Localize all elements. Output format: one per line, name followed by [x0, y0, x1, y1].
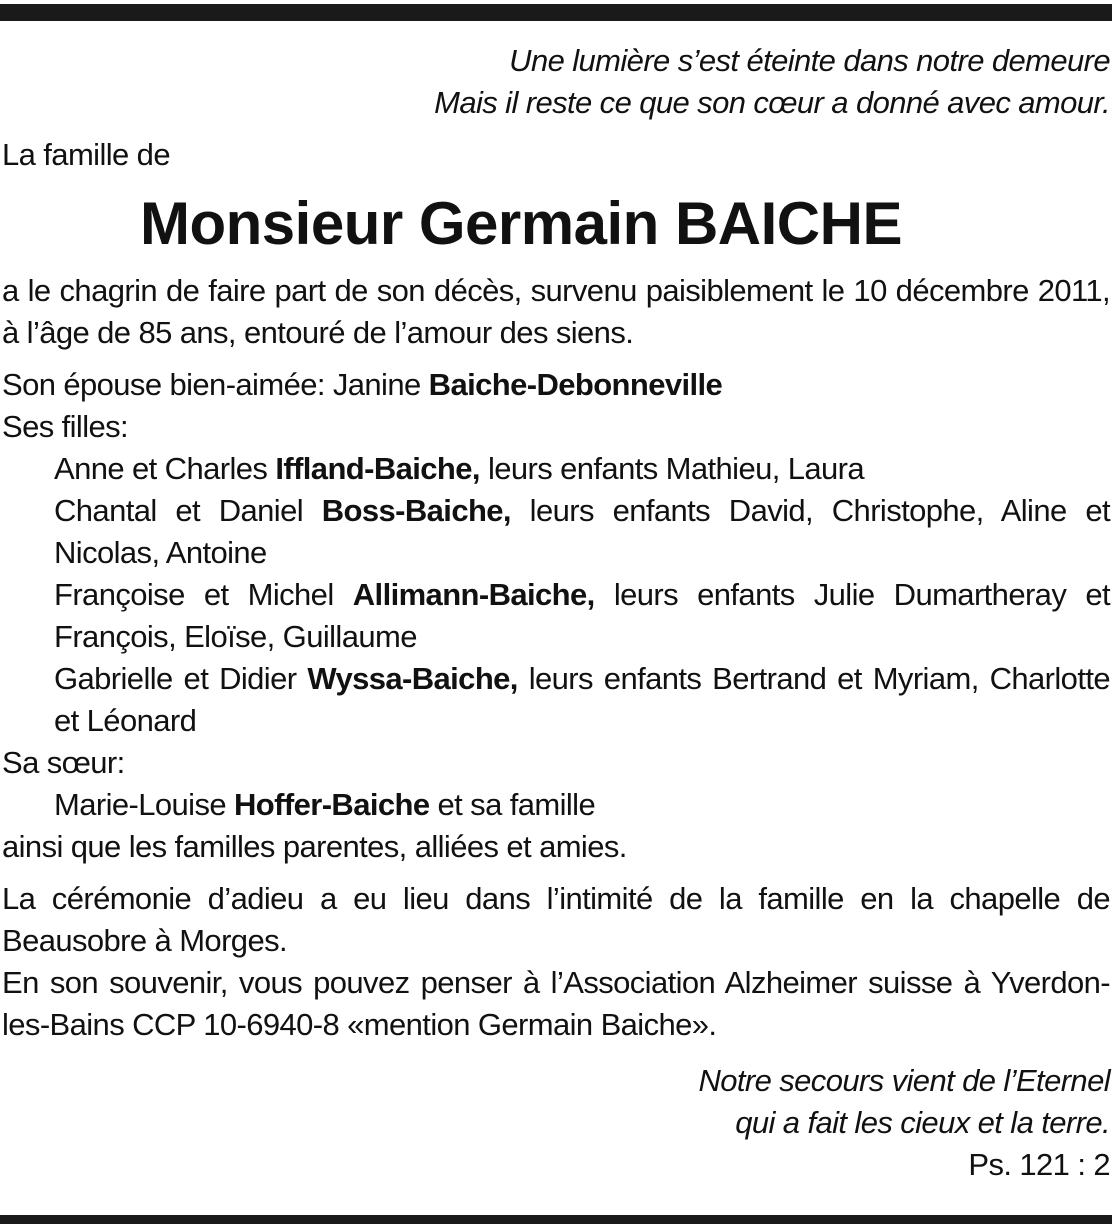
intro-text: La famille de [2, 137, 170, 172]
obituary-notice [2, 40, 1110, 1186]
sister-entry [2, 784, 1110, 826]
spouse-label: Son épouse bien-aimée: Janine [2, 367, 421, 402]
spouse-line [2, 364, 1110, 406]
daughter-entry-prefix: Gabrielle et Didier [54, 661, 297, 696]
epigraph-line-2: Mais il reste ce que son cœur a donné avec amour. [434, 85, 1110, 120]
daughter-entry-2 [2, 490, 1110, 574]
relatives-line: ainsi que les familles parentes, alliées et amies. [2, 829, 627, 864]
daughter-entry-name: Allimann-Baiche, [352, 577, 595, 612]
daughter-entry-suffix: leurs enfants Mathieu, Laura [487, 451, 865, 486]
daughter-entry-name: Wyssa-Baiche, [307, 661, 518, 696]
bottom-rule [0, 1215, 1112, 1224]
daughter-entry-suffix: leurs enfants Bertrand et Myriam, Charlotte et Léonard [54, 661, 1110, 738]
daughters-label: Ses filles: [2, 409, 129, 444]
daughter-entry-3 [2, 574, 1110, 658]
epigraph [2, 40, 1110, 124]
epigraph-line-1: Une lumière s’est éteinte dans notre demeure [509, 43, 1110, 78]
memorial-paragraph: En son souvenir, vous pouvez penser à l’Association Alzheimer suisse à Yverdon-les-Bains CCP 10-6940-8 «mention Germain Baiche». [2, 965, 1110, 1042]
ceremony-paragraph: La cérémonie d’adieu a eu lieu dans l’intimité de la famille en la chapelle de Beausobre à Morges. [2, 881, 1110, 958]
sister-suffix: et sa famille [437, 787, 596, 822]
daughter-entry-4 [2, 658, 1110, 742]
daughter-entry-1 [2, 448, 1110, 490]
top-rule [0, 4, 1112, 21]
deceased-name: Monsieur Germain BAICHE [140, 190, 902, 257]
daughter-entry-name: Iffland-Baiche, [275, 451, 480, 486]
closing-quote-line-1: Notre secours vient de l’Eternel [698, 1063, 1110, 1098]
spouse-name: Baiche-Debonneville [428, 367, 723, 402]
sister-prefix: Marie-Louise [54, 787, 226, 822]
sister-label: Sa sœur: [2, 745, 125, 780]
daughter-entry-prefix: Anne et Charles [54, 451, 268, 486]
daughter-entry-suffix: leurs enfants Julie Dumartheray et François, Eloïse, Guillaume [54, 577, 1111, 654]
closing-reference: Ps. 121 : 2 [968, 1147, 1110, 1182]
closing-quote-line-2: qui a fait les cieux et la terre. [735, 1105, 1110, 1140]
announcement: a le chagrin de faire part de son décès, survenu paisiblement le 10 décembre 2011, à l’âge de 85 ans, entouré de l’amour des siens. [2, 273, 1110, 350]
sister-name: Hoffer-Baiche [234, 787, 430, 822]
daughter-entry-prefix: Chantal et Daniel [54, 493, 304, 528]
daughter-entry-name: Boss-Baiche, [321, 493, 511, 528]
closing-quote [2, 1060, 1110, 1144]
daughter-entry-suffix: leurs enfants David, Christophe, Aline et Nicolas, Antoine [54, 493, 1110, 570]
daughter-entry-prefix: Françoise et Michel [54, 577, 334, 612]
